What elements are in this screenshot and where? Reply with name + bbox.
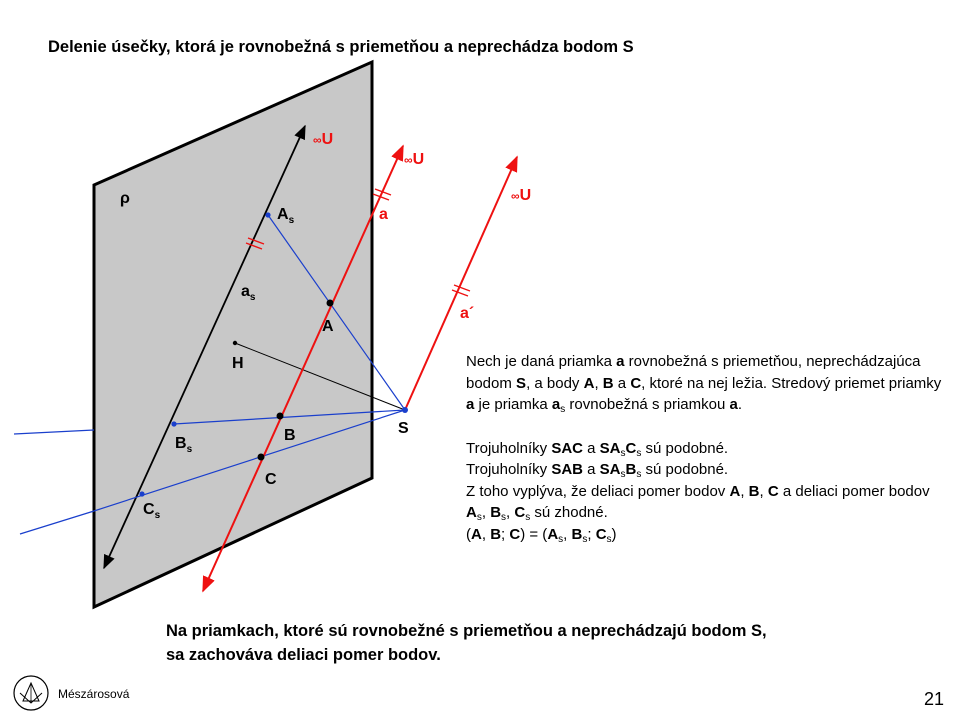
label-c: C [265,471,277,488]
page-number: 21 [924,689,945,709]
point-h [233,341,237,345]
cs-projection-ray-outside [20,511,94,534]
label-infinity-u-1: ∞U [313,131,334,148]
page-title: Delenie úsečky, ktorá je rovnobežná s priemetňou a neprechádza bodom S [48,38,634,56]
label-line-a-prime: a´ [460,305,475,322]
label-infinity-u-3: ∞U [511,187,532,204]
conclusion-line-1: Na priamkach, ktoré sú rovnobežné s priemetňou a neprechádzajú bodom S, [166,622,767,640]
explanation-paragraph-2: Trojuholníky SAC a $SA_sC_s$ sú podobné. [466,439,729,459]
conclusion-line-2: sa zachováva deliaci pomer bodov. [166,646,441,664]
conclusion-text [166,619,767,667]
label-rho: ρ [120,190,130,207]
point-a [327,300,334,307]
label-s: S [398,420,409,437]
label-infinity-u-2: ∞U [404,151,425,168]
bs-projection-ray-outside [14,430,94,434]
label-b: B [284,427,296,444]
point-cs [139,491,144,496]
label-cs: $C_s$ [143,501,161,521]
point-as [265,212,270,217]
explanation-paragraph-3: Trojuholníky SAB a $SA_sB_s$ sú podobné. [466,461,729,480]
label-as-point: $A_s$ [277,206,295,226]
explanation-text [466,351,946,545]
explanation-paragraph-4: Z toho vyplýva, že deliaci pomer bodov A, B, C a deliaci pomer bodov $A_s$, $B_s$, $C_s$ sú zhodné. [466,482,930,523]
parallel-marks-a-prime [452,285,470,296]
point-s [402,407,408,413]
author-name: Mészárosová [58,687,130,701]
label-bs: $B_s$ [175,435,193,455]
author-logo [12,674,50,712]
division-ratio-equation: (A, B; $C) = (A_s$, $B_s$; $C_s$) [466,525,617,545]
explanation-paragraph-1: Nech je daná priamka a rovnobežná s priemetňou, neprechádzajúca bodom S, a body A, B a C, ktoré na nej ležia. Stredový priemet priamky a je priamka $a_s$ rovnobežná s priamkou a. [466,353,942,415]
point-b [277,413,284,420]
point-c [258,454,265,461]
label-a: A [322,318,334,335]
label-line-a: a [379,206,388,223]
point-bs [171,421,176,426]
label-h: H [232,355,244,372]
label-line-as: $a_s$ [241,283,256,303]
